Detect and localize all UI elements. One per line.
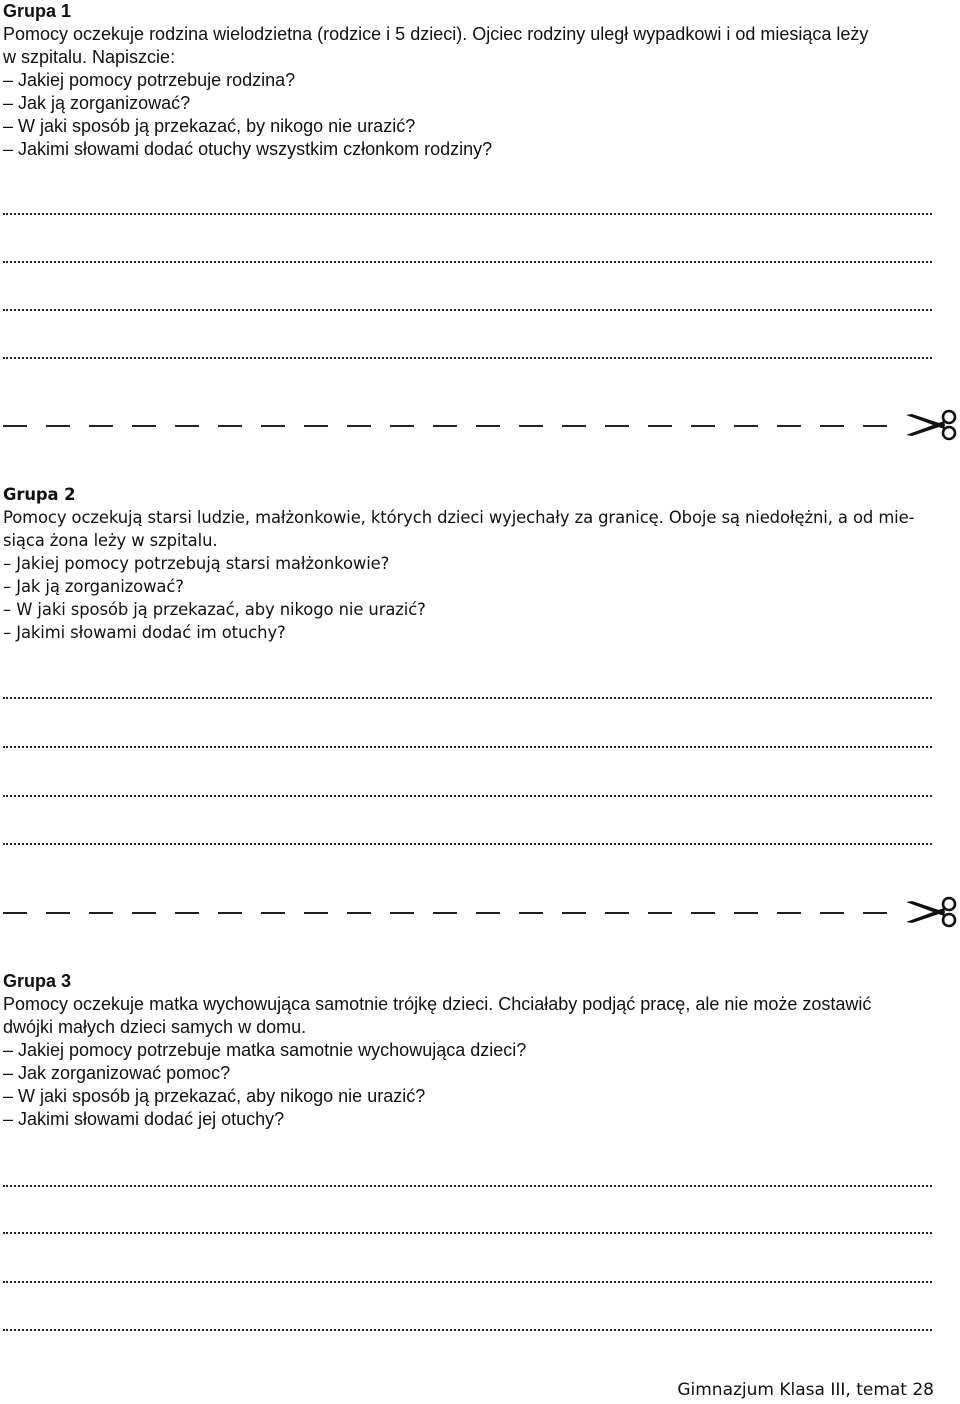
group-2-description-line-1: Pomocy oczekują starsi ludzie, małżonkowie, których dzieci wyjechały za granicę. Oboje są niedołężni, a od mie- [3,508,915,527]
group-3-question: – Jakiej pomocy potrzebuje matka samotnie wychowująca dzieci? [3,1040,527,1060]
answer-line[interactable] [3,213,932,215]
answer-line[interactable] [3,795,932,797]
answer-line[interactable] [3,1232,932,1234]
answer-line[interactable] [3,1185,932,1187]
group-3-title: Grupa 3 [3,971,72,991]
group-3-section [3,970,938,1131]
answer-line[interactable] [3,746,932,748]
group-3-description-line-2: dwójki małych dzieci samych w domu. [3,1017,307,1037]
group-2-description-line-2: siąca żona leży w szpitalu. [3,531,218,550]
group-1-question: – Jak ją zorganizować? [3,93,191,113]
group-3-question: – W jaki sposób ją przekazać, aby nikogo nie urazić? [3,1086,426,1106]
group-1-description-line-1: Pomocy oczekuje rodzina wielodzietna (rodzice i 5 dzieci). Ojciec rodziny uległ wypadkowi i od miesiąca leży [3,24,869,44]
group-3-question: – Jakimi słowami dodać jej otuchy? [3,1109,285,1129]
answer-line[interactable] [3,1329,932,1331]
group-1-section [3,0,938,161]
scissors-icon [904,409,960,441]
answer-line[interactable] [3,843,932,845]
group-1-description-line-2: w szpitalu. Napiszcie: [3,47,176,67]
group-2-question: – W jaki sposób ją przekazać, aby nikogo nie urazić? [3,600,426,619]
answer-line[interactable] [3,1281,932,1283]
group-2-question: – Jak ją zorganizować? [3,577,184,596]
group-2-section [3,483,938,644]
group-1-title: Grupa 1 [3,1,72,21]
group-2-question: – Jakiej pomocy potrzebują starsi małżonkowie? [3,554,390,573]
page-footer: Gimnazjum Klasa III, temat 28 [677,1380,934,1400]
group-3-description-line-1: Pomocy oczekuje matka wychowująca samotnie trójkę dzieci. Chciałaby podjąć pracę, ale nie może zostawić [3,994,872,1014]
answer-line[interactable] [3,261,932,263]
group-2-question: – Jakimi słowami dodać im otuchy? [3,623,286,642]
group-1-question: – W jaki sposób ją przekazać, by nikogo nie urazić? [3,116,416,136]
scissors-icon [904,896,960,928]
answer-line[interactable] [3,697,932,699]
answer-line[interactable] [3,309,932,311]
group-1-question: – Jakiej pomocy potrzebuje rodzina? [3,70,296,90]
group-2-title: Grupa 2 [3,485,76,504]
cut-line [3,912,895,914]
group-3-question: – Jak zorganizować pomoc? [3,1063,231,1083]
group-1-question: – Jakimi słowami dodać otuchy wszystkim członkom rodziny? [3,139,493,159]
cut-line [3,425,895,427]
answer-line[interactable] [3,357,932,359]
